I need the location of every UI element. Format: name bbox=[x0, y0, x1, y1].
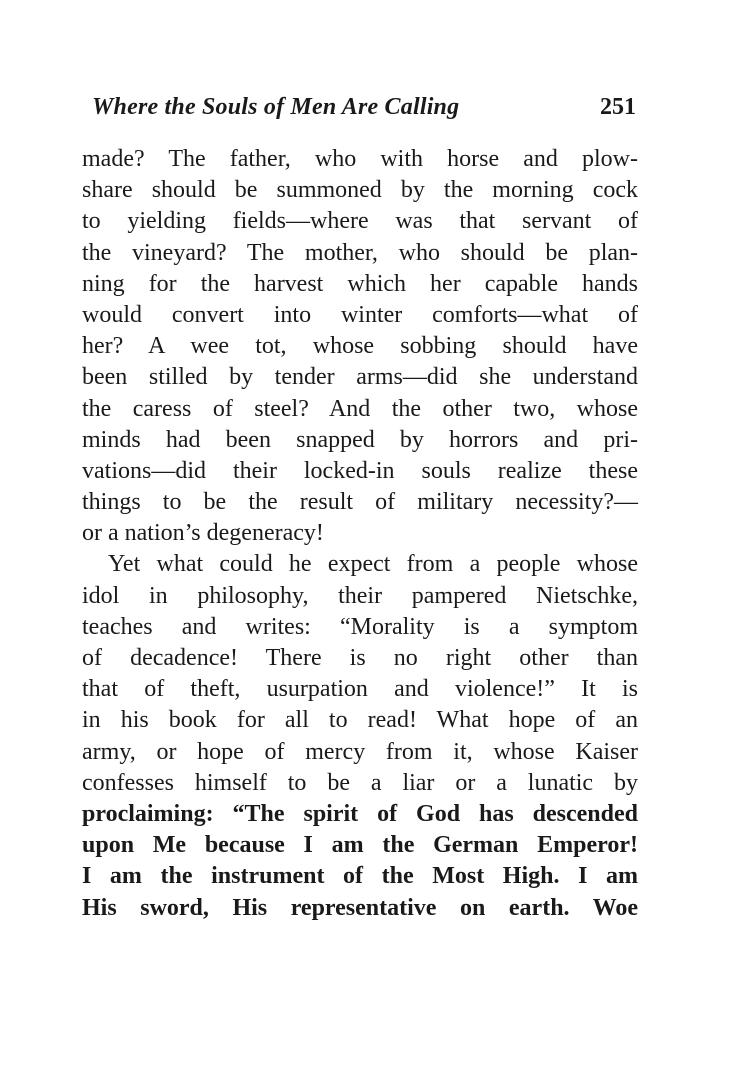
text-line: army, or hope of mercy from it, whose Kaiser bbox=[82, 738, 638, 765]
text-line: confesses himself to be a liar or a lunatic by bbox=[82, 769, 638, 796]
running-header-title: Where the Souls of Men Are Calling bbox=[92, 94, 460, 120]
text-line: her? A wee tot, whose sobbing should have bbox=[82, 333, 638, 360]
text-line: His sword, His representative on earth. Woe bbox=[82, 894, 638, 921]
text-line: ning for the harvest which her capable hands bbox=[82, 270, 638, 297]
text-line: to yielding fields—where was that servant of bbox=[82, 208, 638, 235]
text-line: or a nation’s degeneracy! bbox=[82, 520, 324, 547]
text-line: the caress of steel? And the other two, whose bbox=[82, 395, 638, 422]
text-line: upon Me because I am the German Emperor! bbox=[82, 832, 638, 859]
paragraph-2 bbox=[82, 549, 638, 923]
text-line: teaches and writes: “Morality is a symptom bbox=[82, 613, 638, 640]
page-number: 251 bbox=[600, 94, 636, 120]
text-line: been stilled by tender arms—did she understand bbox=[82, 364, 638, 391]
running-header bbox=[92, 94, 636, 128]
text-line: things to be the result of military necessity?— bbox=[82, 489, 638, 516]
body-text bbox=[82, 144, 638, 924]
text-line: the vineyard? The mother, who should be plan- bbox=[82, 239, 638, 266]
text-line: minds had been snapped by horrors and pri- bbox=[82, 426, 638, 453]
text-line: vations—did their locked-in souls realize these bbox=[82, 457, 638, 484]
text-line: that of theft, usurpation and violence!” It is bbox=[82, 676, 638, 703]
text-line: I am the instrument of the Most High. I am bbox=[82, 863, 638, 890]
text-line: Yet what could he expect from a people whose bbox=[108, 551, 638, 578]
text-line: in his book for all to read! What hope of an bbox=[82, 707, 638, 734]
paragraph-1 bbox=[82, 144, 638, 549]
text-line: of decadence! There is no right other than bbox=[82, 645, 638, 671]
text-line: idol in philosophy, their pampered Nietschke, bbox=[82, 582, 638, 609]
text-line: would convert into winter comforts—what of bbox=[82, 301, 638, 328]
text-line: made? The father, who with horse and plow- bbox=[82, 146, 638, 172]
text-line: proclaiming: “The spirit of God has descended bbox=[82, 800, 638, 827]
text-line: share should be summoned by the morning cock bbox=[82, 177, 638, 204]
